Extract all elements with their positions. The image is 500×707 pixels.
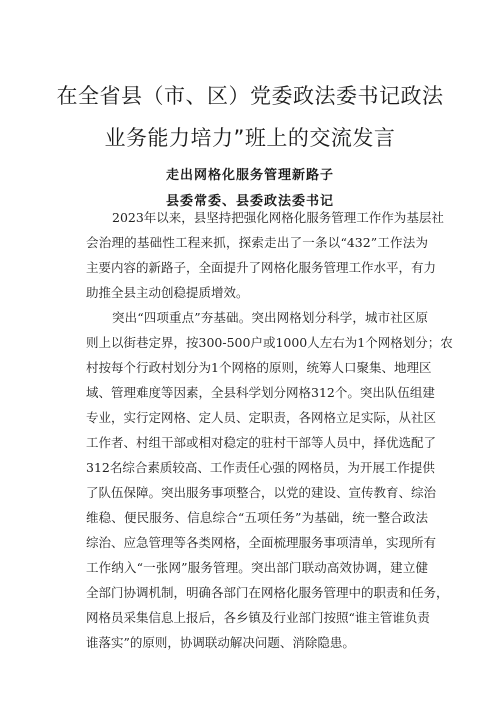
body-line: 助推全县主动创稳提质增效。 [86,285,249,300]
body-line: 工作者、村组干部或相对稳定的驻村干部等人员中，择优选配了 [86,435,437,450]
body-line: 维稳、便民服务、信息综合“五项任务”为基础，统一整合政法 [86,510,428,525]
body-line: 谁落实”的原则，协调联动解决问题、消除隐患。 [86,635,355,650]
body-line: 村按每个行政村划分为1个网格的原则，统筹人口聚集、地理区 [86,360,432,375]
body-line: 2023年以来，县坚持把强化网格化服务管理工作作为基层社 [112,210,444,225]
body-line: 域、管理难度等因素，全县科学划分网格312个。突出队伍组建 [86,385,435,400]
body-line: 综治、应急管理等各类网格，全面梳理服务事项清单，实现所有 [86,535,437,550]
speaker-position: 县委常委、县委政法委书记 [165,194,334,209]
body-line: 专业，实行定网格、定人员、定职责，各网格立足实际，从社区 [86,410,437,425]
document-title-line-2: 业务能力培力”班上的交流发言 [104,126,396,150]
body-line: 会治理的基础性工程来抓，探索走出了一条以“432”工作法为 [86,235,428,250]
body-line: 全部门协调机制，明确各部门在网格化服务管理中的职责和任务， [86,585,449,600]
body-line: 主要内容的新路子，全面提升了网格化服务管理工作水平，有力 [86,260,437,275]
body-line: 网格员采集信息上报后，各乡镇及行业部门按照“谁主管谁负责 [86,610,430,625]
document-title-line-1: 在全省县（市、区）党委政法委书记政法 [56,84,444,108]
body-line: 312名综合素质较高、工作责任心强的网格员，为开展工作提供 [86,460,435,475]
speech-heading: 走出网格化服务管理新路子 [165,168,334,183]
body-line: 工作纳入“一张网”服务管理。突出部门联动高效协调，建立健 [86,560,428,575]
body-line: 突出“四项重点”夯基础。突出网格划分科学，城市社区原 [112,310,428,325]
body-line: 则上以街巷定界，按300-500户或1000人左右为1个网格划分；农 [86,335,453,350]
body-line: 了队伍保障。突出服务事项整合，以党的建设、宣传教育、综治 [86,485,437,500]
